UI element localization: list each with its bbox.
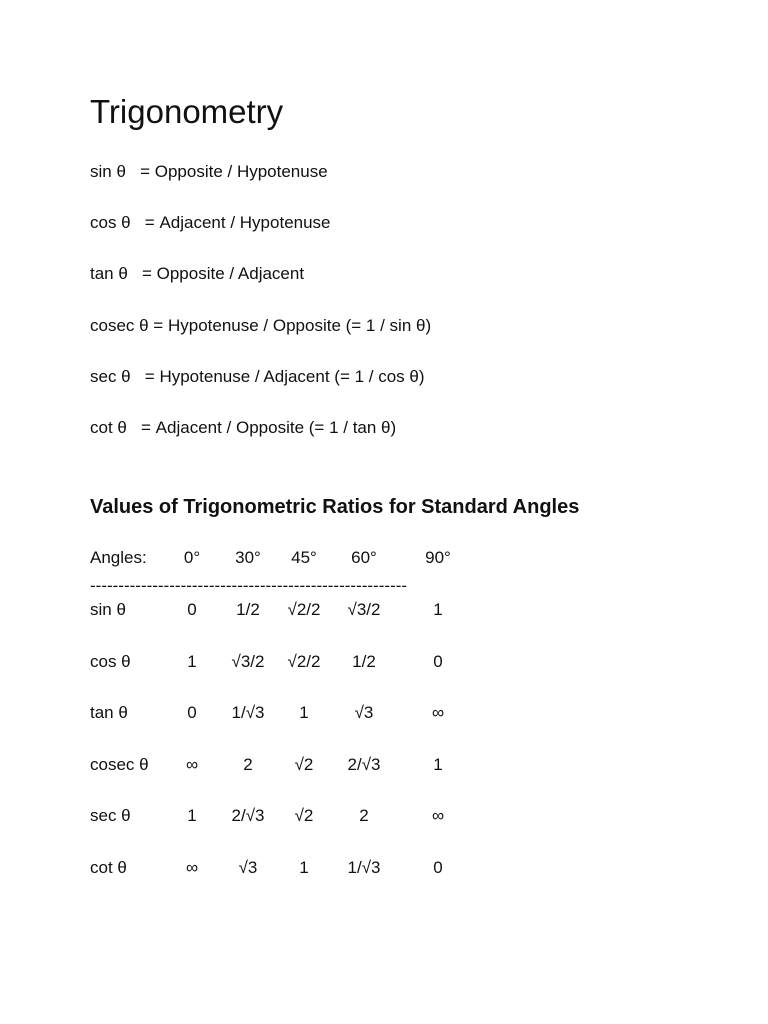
table-cell: √2/2 — [287, 600, 321, 619]
table-header-row — [90, 547, 650, 569]
table-header-cell: 90° — [425, 548, 451, 567]
table-cell: ∞ — [431, 806, 445, 825]
table-cell: 1/2 — [352, 652, 376, 671]
table-cell: 1 — [433, 755, 443, 774]
table-row — [90, 599, 650, 621]
table-row-label: cos θ — [90, 652, 131, 671]
table-row-label: cot θ — [90, 858, 127, 877]
table-row-label: cosec θ — [90, 755, 149, 774]
table-cell: ∞ — [185, 755, 199, 774]
table-header-cell: 60° — [351, 548, 377, 567]
table-cell: √3 — [354, 703, 374, 722]
table-cell: 1 — [187, 652, 197, 671]
page-title: Trigonometry — [90, 93, 284, 130]
table-cell: √2 — [294, 755, 314, 774]
table-header-cell: 30° — [235, 548, 261, 567]
table-cell: 2/√3 — [231, 806, 265, 825]
table-cell: 2 — [243, 755, 253, 774]
table-cell: 1 — [299, 858, 309, 877]
formula-cos: cos θ = Adjacent / Hypotenuse — [90, 213, 331, 232]
table-row-label: sin θ — [90, 600, 126, 619]
table-row-label: tan θ — [90, 703, 128, 722]
table-cell: 0 — [433, 652, 443, 671]
table-cell: √3/2 — [347, 600, 381, 619]
formula-sin: sin θ = Opposite / Hypotenuse — [90, 162, 328, 181]
table-header-cell: 45° — [291, 548, 317, 567]
table-cell: 1 — [299, 703, 309, 722]
table-cell: 1 — [433, 600, 443, 619]
table-cell: 2 — [359, 806, 369, 825]
formula-tan: tan θ = Opposite / Adjacent — [90, 264, 305, 283]
table-cell: 1/√3 — [231, 703, 265, 722]
document-page — [90, 0, 730, 1024]
table-cell: √3/2 — [231, 652, 265, 671]
formula-cot: cot θ = Adjacent / Opposite (= 1 / tan θ) — [90, 418, 397, 437]
table-cell: 2/√3 — [347, 755, 381, 774]
table-cell: √2/2 — [287, 652, 321, 671]
table-row-label: sec θ — [90, 806, 131, 825]
table-row — [90, 805, 650, 827]
formula-cosec: cosec θ = Hypotenuse / Opposite (= 1 / sin θ) — [90, 316, 432, 335]
table-cell: 0 — [187, 703, 197, 722]
table-cell: 0 — [433, 858, 443, 877]
table-row — [90, 702, 650, 724]
table-row — [90, 754, 650, 776]
section-title: Values of Trigonometric Ratios for Standard Angles — [90, 496, 580, 518]
table-cell: 0 — [187, 600, 197, 619]
table-cell: √3 — [238, 858, 258, 877]
table-header-cell: Angles: — [90, 548, 147, 567]
table-cell: 1 — [187, 806, 197, 825]
formula-sec: sec θ = Hypotenuse / Adjacent (= 1 / cos θ) — [90, 367, 425, 386]
table-cell: 1/√3 — [347, 858, 381, 877]
table-header-cell: 0° — [183, 548, 201, 567]
table-cell: ∞ — [431, 703, 445, 722]
table-cell: √2 — [294, 806, 314, 825]
table-cell: 1/2 — [236, 600, 260, 619]
table-row — [90, 857, 650, 879]
table-row — [90, 651, 650, 673]
table-separator: -------------------------------------------------------- — [90, 576, 408, 595]
table-cell: ∞ — [185, 858, 199, 877]
